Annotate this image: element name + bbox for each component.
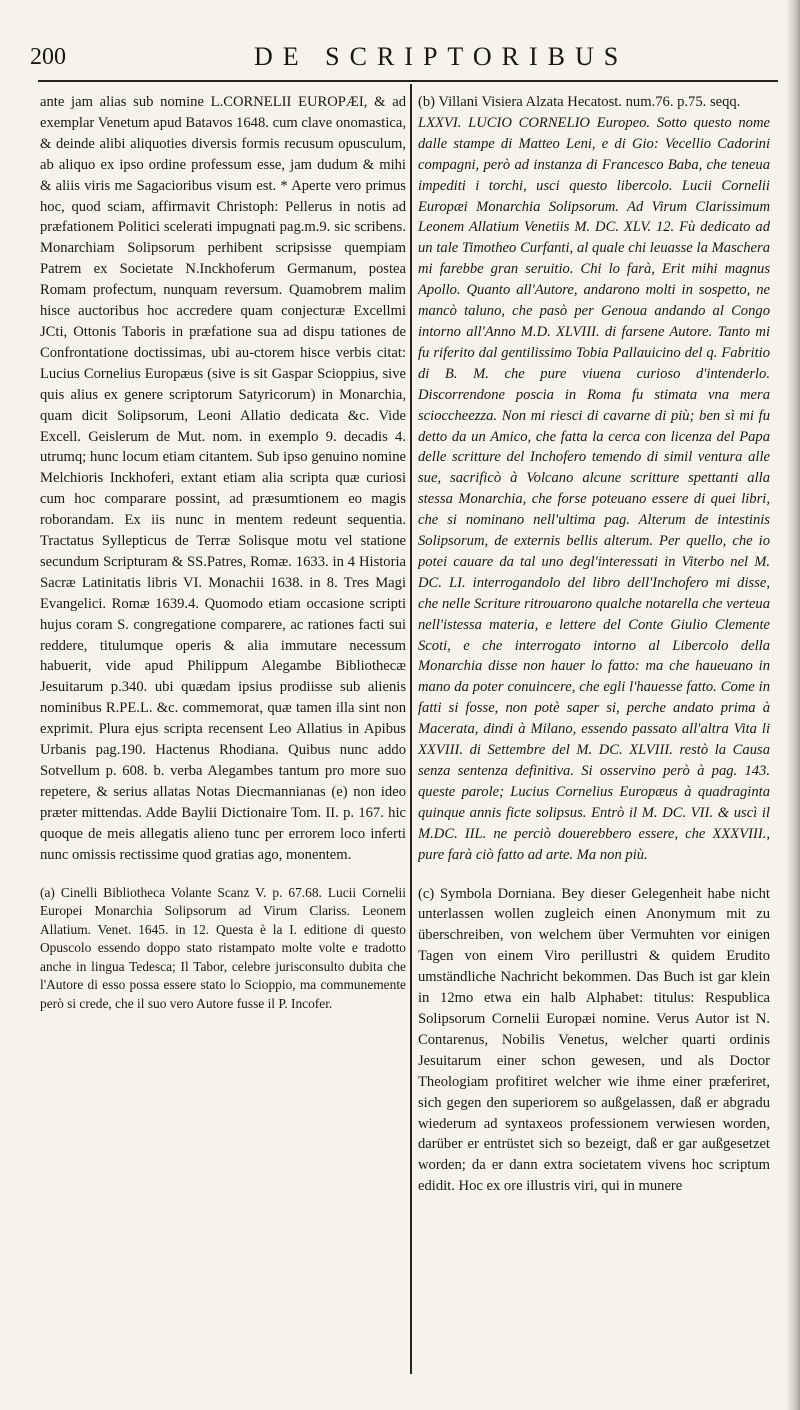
right-column — [418, 92, 770, 1382]
running-title: DE SCRIPTORIBUS — [254, 42, 629, 71]
right-main-paragraph: LXXVI. LUCIO CORNELIO Europeo. Sotto questo nome dalle stampe di Matteo Leni, e di Gio: Vecellio Cadorini compagni, però ad instanza di Francesco Baba, che teneua impediti i torchi, usci questo libercolo. Lucii Cornelii Europæi Monarchia Solipsorum. Ad Virum Clarissimum Leonem Allatium Venetiis M. DC. XLV. 12. Fù dedicato ad un tale Timotheo Curfanti, al quale chi leuasse la Mascherа mi farebbe gran seruitio. Chi lo farà, Erit mihi magnus Apollo. Quanto all'Autore, andarono molti in sospetto, ne mancò taluno, che pasò per Genoua andando al Congo intorno all'Anno M.D. XLVIII. di farsene Autore. Tanto mi fu riferito dal gentilissimo Tobia Pallauicino del q. Fabritio di B. M. che pure viuena curioso d'intenderlo. Discorrendone poscia in Roma fu stimata vna mera scioccheezza. Non mi riesci di cavarne di più; ben sì mi fu detto da un Amico, che fatta la cerca con licenza del Papa delle scritture del Inchofero temendo di simil ventura alle sue, sacrificò à Volcano alcune scritture spettanti alla stessa Monarchia, che forse poteuano esserе di quei libri, che si nominano nell'ultima pag. Alterum de intestinis Solipsorum, de externis bellis alterum. Per quello, che io potei cauare da tal uno degl'interessati in Viterbo nel M. DC. LI. interrogandolo del libro dell'Inchofero mi disse, che nelle Scriture ritrouarono qualche notarella che verteua nell'istessa materia, e lettere del Conte Giulio Clemente Scoti, e che interrogato intorno al Libercolo della Monarchia disse non hauer lo fatto: ma che haueuano in mano da poter conuincere, che egli l'hauesse fatto. Come in fatti si fosse, non potè saper si, perche andato prima à Macerata, dindi à Milano, essendo passato all'altra Vita li XXVIII. di Settembre del M. DC. XLVIII. restò la Causa senza sentenza definitiva. Si osservino però à pag. 143. queste parole; Lucius Cornelius Europæus à quadraginta quinque annis ficte solipsus. Entrò il M. DC. VII. & uscì il M.DC. IIL. ne perciò douerebbero essere, che XXXVIII., pure farà ciò fatto ad arte. Ma non più. — [418, 114, 770, 863]
page-header — [22, 14, 782, 84]
footnote-a: (a) Cinelli Bibliotheca Volante Scanz V. p. 67.68. Lucii Cornelii Europei Monarchia Solipsorum ad Virum Clariss. Leonem Allatium. Venet. 1645. in 12. Questa è la I. editione di questo Opuscolo essendo doppo stato ristampato molte volte e tradotto anche in lingua Tedesca; Il Tabor, celebre jurisconsulto dubita che l'Autore di esso possa essere stato lo Scioppio, ma communemente però si crede, che il suo vero Autore fusse il P. Incofer. — [40, 884, 406, 1011]
left-column — [40, 92, 406, 1382]
footnote-c: (c) Symbola Dorniana. Bey dieser Gelegenheit habe nicht unterlassen wollen zugleich einen Anonymum mit zu überschreiben, von welchem über Vermuhten vor einigen Tagen von einem Viro perillustri & quidem Erudito umständliche Nachricht bekommen. Das Buch ist gar klein in 12mo etwa ein halb Alphabet: titulus: Respublica Solipsorum Cornelii Europæi nomine. Verus Autor ist N. Contarenus, Nobilis Venetus, welcher quarti ordinis Jesuitarum einer schon gewesen, und als Doctor Theologiam profitiret welcher wie ihme einer præferiret, sich gegen den superiorem so außgelassen, daß er abgradu wiederum ad syntaxeos professionem verwiesen worden, darüber er entrüstet sich so bezeigt, daß er gar außgesetzet worden; da er dann extra societatem vivens hoc scriptum edidit. Hoc ex ore illustris viri, qui in munere — [418, 885, 770, 1195]
paragraph-gap — [418, 866, 770, 884]
header-rule — [38, 80, 778, 82]
page-number: 200 — [30, 44, 66, 70]
left-main-paragraph: ante jam alias sub nomine L.CORNELII EUROPÆI, & ad exemplar Venetum apud Batavos 1648. cum clave onomastica, & deinde alibi aliquoties diversis formis recusum opusculum, ab aliquo ex ipso ordine professum esse, jam dudum & mihi & aliis viris me Sagacioribus visum est. * Aperte vero primus hoc, quod sciam, affirmavit Christoph: Pellerus in notis ad præfationem Politici scelerati impugnati pag.m.9. sic scribens. Monarchiam Solipsorum perhibent scripsisse quempiam Patrem ex Societate N.Inckhoferum Germanum, postea Romam profectum, nunquam reversum. Quamobrem malim hisce auctoribus hoc accredere quam conjecturæ Excellmi JCti, Ottonis Taboris in præfatione sua ad dispu tationes de Confrontatione doctissimas, ubi au-ctorem hisce verbis citat: Lucius Cornelius Europæus (sive is sit Gaspar Scioppius, sive quis alius ex genere scriptorum Satyricorum) in Monarchia, quam dicit Solipsorum, Leoni Allatio dedicata &c. Vide Excell. Geislerum de Mut. nom. in exemplo 9. decadis 4. utrumq; hunc locum etiam citantem. Sub ipso genuino nomine Melchioris Inckhoferi, extant etiam alia scripta quæ curiosi cum hoc comparare possint, ad præsumtionem eo magis roborandam. Ex iis nunc in mentem redeunt sequentia. Tractatus Syllepticus de Terræ Solisque motu vel statione secundum Scripturam & SS.Patres, Romæ. 1633. in 4 Historia Sacræ Latinitatis libris VI. Monachii 1638. in 8. Tres Magi Evangelici. Romæ 1639.4. Quomodo etiam occasione scripti hujus coram S. congregatione comparere, ac rationes facti sui reddere, titulumque operis & alia immutare necessum habuerit, vide apud Philippum Alegambe Bibliothecæ Jesuitarum p.340. ubi quædam ipsius prodiisse sub alienis nominibus R.PE.L. &c. commemorat, quæ tamen illa sint non exprimit. Plura ejus scripta recensent Leo Allatius in Apibus Urbanis pag.190. Hactenus Rhodiana. Quibus nunc addo Sotvellum p. 608. b. verba Alegambes tantum pro more suo repetere, & serius allatas Notas Diecmannianas (e) non ideo præter mittendas. Adde Baylii Dictionaire Tom. II. p. 167. hic quoque de meis allegatis alieno tunc per errorem loco inferti nunc omissis rectissime quod gratias ago, monentem. — [40, 94, 406, 863]
paragraph-gap — [40, 866, 406, 884]
footnote-b: (b) Villani Visiera Alzata Hecatost. num.76. p.75. seqq. — [418, 94, 741, 110]
column-divider — [410, 84, 412, 1374]
page-edge-shadow — [786, 0, 800, 1410]
